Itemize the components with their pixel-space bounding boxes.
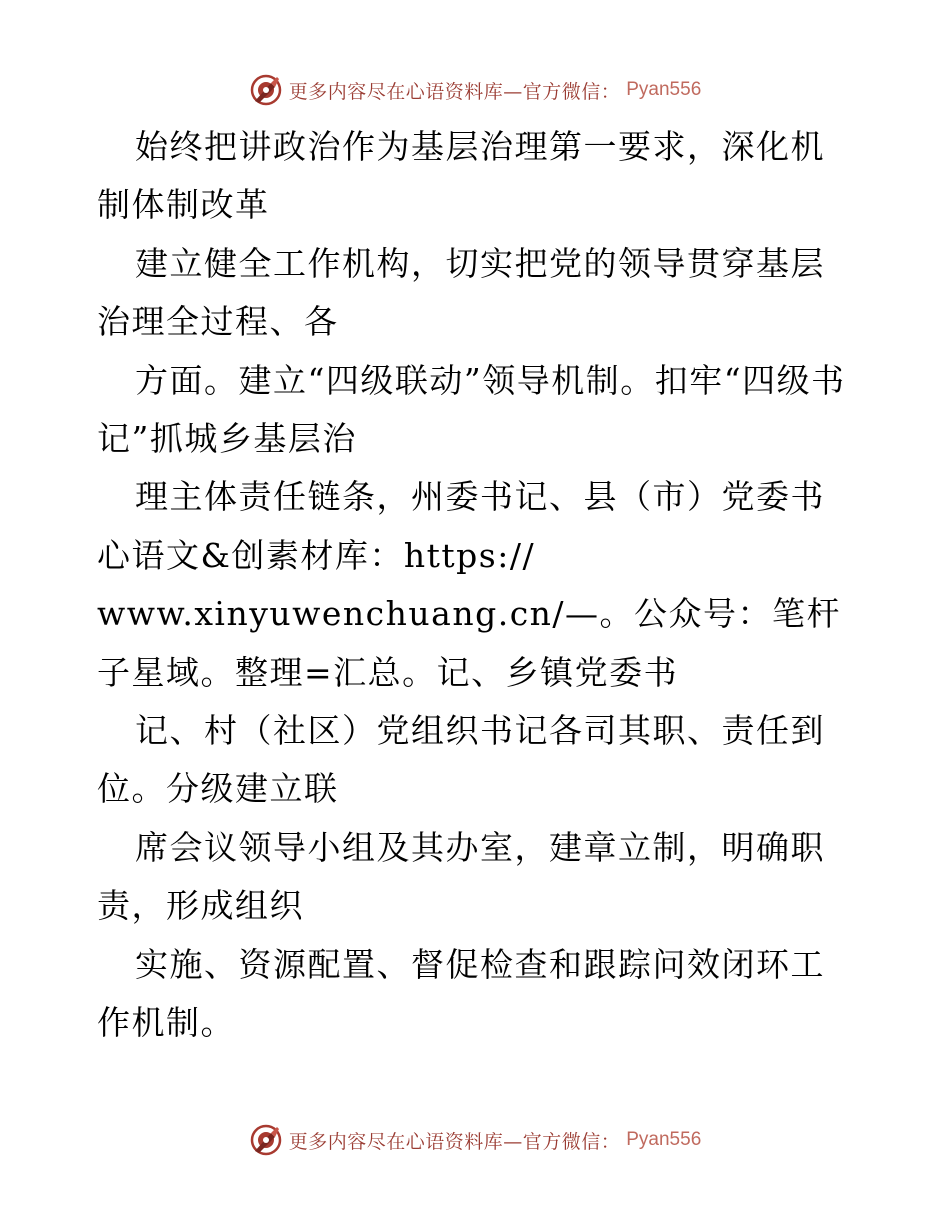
- header-banner-wechat-id: Pyan556: [626, 79, 702, 100]
- pen-nib-logo-icon: [249, 73, 283, 107]
- footer-banner-wechat-id: Pyan556: [626, 1129, 702, 1150]
- footer-banner: [0, 1120, 950, 1160]
- paragraph: 实施、资源配置、督促检查和跟踪问效闭环工作机制。: [97, 944, 825, 1043]
- document-body: [97, 118, 857, 1053]
- pen-nib-logo-icon: [249, 1123, 283, 1157]
- footer-banner-text: 更多内容尽在心语资料库—官方微信：: [288, 1130, 621, 1153]
- paragraph: 建立健全工作机构，切实把党的领导贯穿基层治理全过程、各: [97, 243, 825, 342]
- paragraph: www.xinyuwenchuang.cn/—。公众号：笔杆子星域。整理=汇总。记、乡镇党委书: [97, 594, 842, 692]
- paragraph: 方面。建立“四级联动”领导机制。扣牢“四级书记”抓城乡基层治: [97, 360, 846, 459]
- paragraph: 理主体责任链条，州委书记、县（市）党委书心语文&创素材库：https://: [97, 477, 825, 575]
- paragraph: 记、村（社区）党组织书记各司其职、责任到位。分级建立联: [97, 711, 825, 809]
- paragraph: 席会议领导小组及其办室，建章立制，明确职责，形成组织: [97, 827, 825, 926]
- paragraph: 始终把讲政治作为基层治理第一要求，深化机制体制改革: [97, 127, 825, 225]
- header-banner-text: 更多内容尽在心语资料库—官方微信：: [288, 80, 621, 103]
- header-banner: [0, 70, 950, 110]
